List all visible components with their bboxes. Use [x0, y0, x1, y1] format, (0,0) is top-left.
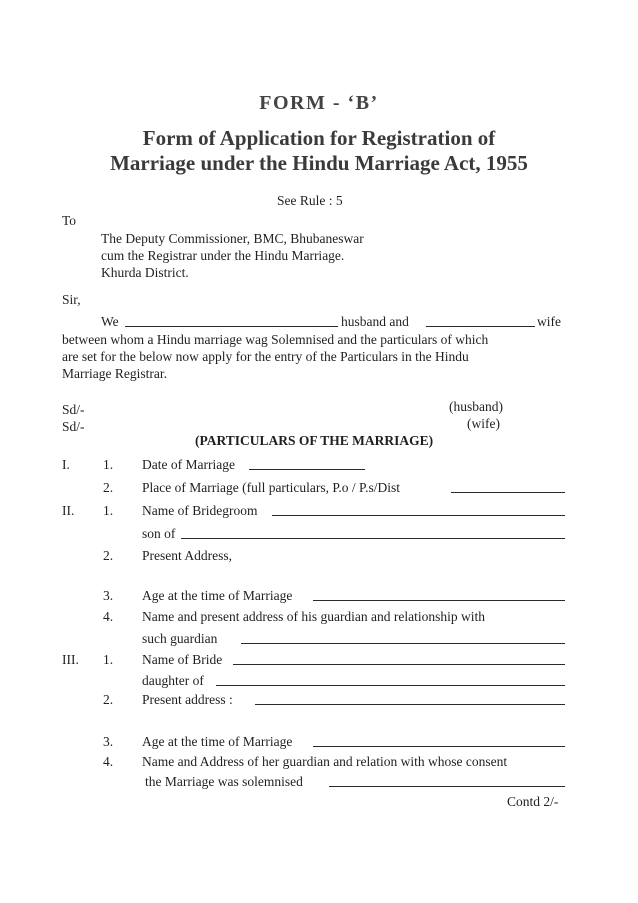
- item-3-1-number: 1.: [103, 652, 114, 667]
- bridegroom-name-blank[interactable]: [272, 515, 565, 516]
- bridegroom-age-label: Age at the time of Marriage: [142, 588, 293, 603]
- continued-note: Contd 2/-: [507, 794, 559, 809]
- item-1-2-number: 2.: [103, 480, 114, 495]
- such-guardian-label: such guardian: [142, 631, 218, 646]
- form-label: FORM - ‘B’: [259, 92, 379, 114]
- bride-name-blank[interactable]: [233, 664, 565, 665]
- we-label: We: [101, 314, 119, 329]
- husband-and-label: husband and: [341, 314, 409, 329]
- bride-guardian-blank[interactable]: [329, 786, 565, 787]
- marriage-solemnised-label: the Marriage was solemnised: [145, 774, 303, 789]
- daughter-of-blank[interactable]: [216, 685, 565, 686]
- particulars-heading: (PARTICULARS OF THE MARRIAGE): [195, 433, 434, 448]
- place-of-marriage-blank[interactable]: [451, 492, 565, 493]
- item-3-2-number: 2.: [103, 692, 114, 707]
- date-of-marriage-blank[interactable]: [249, 469, 365, 470]
- paragraph-line-3: Marriage Registrar.: [62, 366, 167, 381]
- item-1-1-number: 1.: [103, 457, 114, 472]
- address-line-2: cum the Registrar under the Hindu Marriage.: [101, 248, 345, 263]
- sd-husband: Sd/-: [62, 402, 85, 417]
- date-of-marriage-label: Date of Marriage: [142, 457, 235, 472]
- paragraph-line-2: are set for the below now apply for the entry of the Particulars in the Hindu: [62, 349, 469, 364]
- item-3-4-number: 4.: [103, 754, 114, 769]
- title-line-1: Form of Application for Registration of: [142, 126, 496, 150]
- item-3-3-number: 3.: [103, 734, 114, 749]
- bride-address-blank[interactable]: [255, 704, 565, 705]
- wife-name-blank[interactable]: [426, 326, 535, 327]
- bridegroom-address-label: Present Address,: [142, 548, 232, 563]
- sd-wife: Sd/-: [62, 419, 85, 434]
- wife-signature-label: (wife): [467, 416, 500, 431]
- address-line-1: The Deputy Commissioner, BMC, Bhubaneswar: [101, 231, 364, 246]
- item-2-1-number: 1.: [103, 503, 114, 518]
- bride-address-label: Present address :: [142, 692, 233, 707]
- section-3-numeral: III.: [62, 652, 79, 667]
- husband-signature-label: (husband): [449, 399, 503, 414]
- bride-age-blank[interactable]: [313, 746, 565, 747]
- item-2-2-number: 2.: [103, 548, 114, 563]
- salutation: Sir,: [62, 292, 81, 307]
- place-of-marriage-label: Place of Marriage (full particulars, P.o / P.s/Dist: [142, 480, 400, 495]
- bridegroom-guardian-blank[interactable]: [241, 643, 565, 644]
- husband-name-blank[interactable]: [125, 326, 338, 327]
- bride-name-label: Name of Bride: [142, 652, 223, 667]
- item-2-4-number: 4.: [103, 609, 114, 624]
- paragraph-line-1: between whom a Hindu marriage wag Solemnised and the particulars of which: [62, 332, 489, 347]
- wife-label: wife: [537, 314, 561, 329]
- section-2-numeral: II.: [62, 503, 75, 518]
- son-of-label: son of: [142, 526, 176, 541]
- title-line-2: Marriage under the Hindu Marriage Act, 1955: [110, 151, 528, 175]
- bride-guardian-label: Name and Address of her guardian and relation with whose consent: [142, 754, 508, 769]
- son-of-blank[interactable]: [181, 538, 565, 539]
- bridegroom-age-blank[interactable]: [313, 600, 565, 601]
- to-label: To: [62, 213, 77, 228]
- bridegroom-guardian-label: Name and present address of his guardian and relationship with: [142, 609, 486, 624]
- daughter-of-label: daughter of: [142, 673, 204, 688]
- item-2-3-number: 3.: [103, 588, 114, 603]
- address-line-3: Khurda District.: [101, 265, 189, 280]
- section-1-numeral: I.: [62, 457, 70, 472]
- rule-reference: See Rule : 5: [277, 193, 343, 208]
- bride-age-label: Age at the time of Marriage: [142, 734, 293, 749]
- bridegroom-name-label: Name of Bridegroom: [142, 503, 258, 518]
